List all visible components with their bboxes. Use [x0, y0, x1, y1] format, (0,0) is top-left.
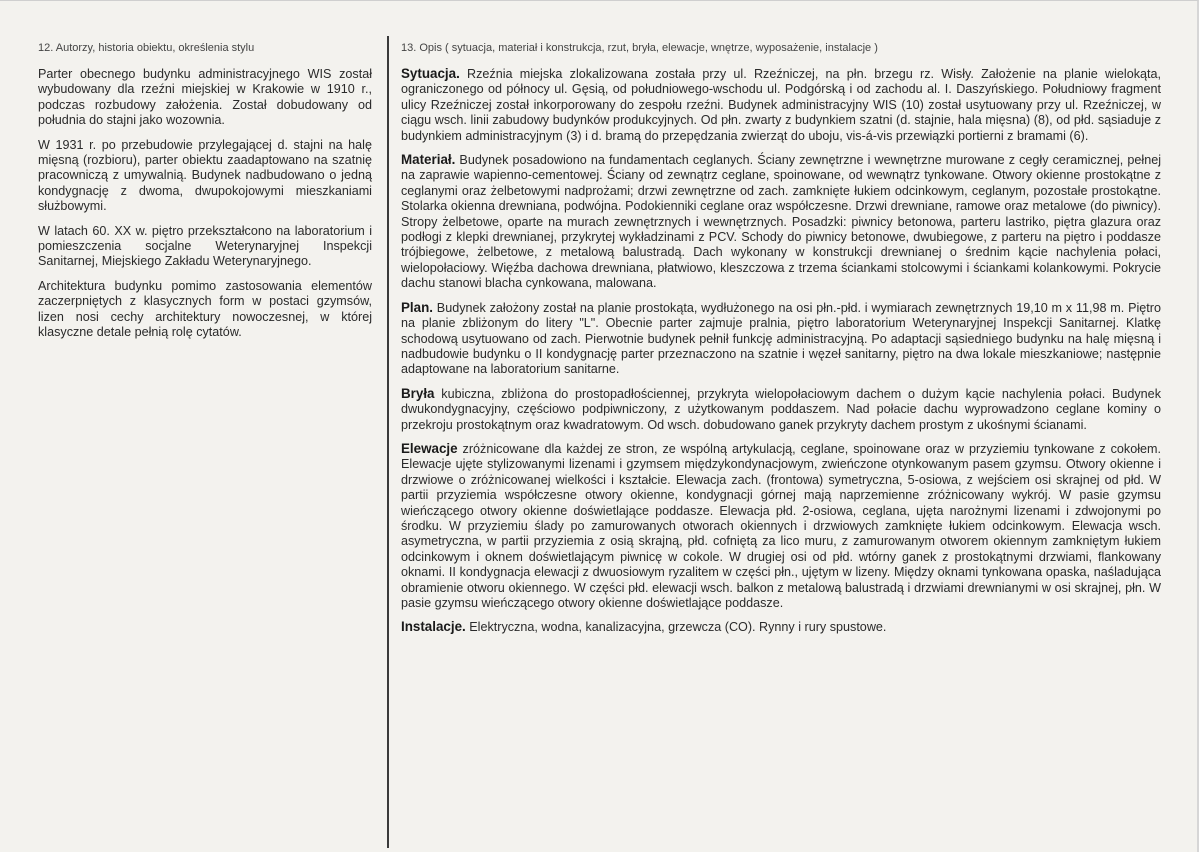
description-situation	[401, 66, 1161, 144]
form-text: kubiczna, zbliżona do prostopadłościennej, przykryta wielopołaciowym dachem o dużym kącie nachylenia połaci. Budynek dwukondygnacyjny, częściowo podpiwniczony, z użytkowanym poddaszem. Nad połacie dachu wyprowadzono ceglane kominy o przekroju prostokątnym oraz kwadratowym. Od wsch. dobudowano ganek przykryty dachem prostym z ukośnymi ścianami.	[401, 386, 1161, 432]
history-paragraph-2: W 1931 r. po przebudowie przylegającej d. stajni na halę mięsną (rozbioru), parter obiektu zaadaptowano na szatnię pracowniczą z umywalnią. Budynek nadbudowano o jedną kondygnację z dwoma, dwupokojowymi mieszkaniami służbowymi.	[38, 137, 372, 214]
history-paragraph-3: W latach 60. XX w. piętro przekształcono na laboratorium i pomieszczenia socjalne Weterynaryjnej Inspekcji Sanitarnej, Miejskiego Zakładu Weterynaryjnego.	[38, 223, 372, 269]
situation-lead: Sytuacja.	[401, 66, 460, 81]
plan-text: Budynek założony został na planie prostokąta, wydłużonego na osi płn.-płd. i wymiarach zewnętrznych 19,10 m x 11,98 m. Piętro na planie zbliżonym do litery "L". Obecnie parter zajmuje pralnia, piętro laboratorium Weterynaryjnej Inspekcji Sanitarnej. Klatkę schodową usytuowano od zach. Pierwotnie budynek pełnił funkcję administracyjną. Po adaptacji sąsiedniego budynku na halę mięsną i nadbudowie budynku o II kondygnację parter przeznaczono na szatnie i węzeł sanitarny, piętro na dwa lokale mieszkaniowe; następnie adaptowane na laboratorium sanitarne.	[401, 300, 1161, 377]
description-form	[401, 386, 1161, 433]
section-13-heading: 13. Opis ( sytuacja, materiał i konstrukcja, rzut, bryła, elewacje, wnętrze, wyposażenie, instalacje )	[401, 42, 878, 54]
column-divider	[387, 36, 389, 848]
right-column	[401, 41, 1161, 644]
material-lead: Materiał.	[401, 152, 456, 168]
description-material	[401, 152, 1161, 292]
description-plan	[401, 300, 1161, 378]
material-text: Budynek posadowiono na fundamentach ceglanych. Ściany zewnętrzne i wewnętrzne murowane z cegły ceramicznej, pełnej na zaprawie wapienno-cementowej. Ściany od zewnątrz ceglane, spoinowane, od wewnątrz tynkowane. Otwory okienne prostokątne z ceglanymi oraz żelbetowymi nadprożami; drzwi zewnętrzne od zach. zamknięte łukiem odcinkowym, ceglanym, pozostałe prostokątne. Stolarka okienna drewniana, podwójna. Podokienniki ceglane oraz współczesne. Drzwi drewniane, ramowe oraz metalowe (do piwnicy). Stropy żelbetowe, oparte na murach zewnętrznych i wewnętrznych. Posadzki: piwnicy betonowa, parteru lastriko, piętra glazura oraz podłogi z klepki drewnianej, przykrytej wykładzinami z PCV. Schody do piwnicy betonowe, dwubiegowe, z parteru na piętro i poddasze trójbiegowe, żelbetowe, z metalową balustradą. Dach wykonany w konstrukcji drewnianej o średnim kącie nachylenia połaci, wielopołaciowy. Więźba dachowa drewniana, płatwiowo, kleszczowa z trzema ściankami stolcowymi i ściankami kolankowymi. Pokrycie dachu stanowi blacha cynkowana, malowana.	[401, 153, 1161, 291]
description-elevations	[401, 441, 1161, 611]
elevations-text: zróżnicowane dla każdej ze stron, ze wspólną artykulacją, ceglane, spoinowane oraz w przyziemiu tynkowane z cokołem. Elewacje ujęte stylizowanymi lizenami i gzymsem międzykondynacjowym, zwieńczone otynkowanym pasem gzymsu. Otwory okienne i drzwiowe o zróżnicowanej wielkości i kształcie. Elewacja zach. (frontowa) symetryczna, 5-osiowa, z wejściem osi skrajnej od płd. W partii przyziemia współczesne otwory okienne, kondygnacji górnej mają naprzemienne zróżnicowany wykrój. W pasie gzymsu wieńczącego otwory okienne doświetlające poddasze. Elewacja płd. 2-osiowa, ceglana, ujęta narożnymi lizenami i zdwojonymi po środku. W przyziemiu ślady po zamurowanych otworach okiennych i drzwiowych zamknięte łukiem odcinkowym. Elewacja wsch. asymetryczna, w partii przyziemia z osią skrajną, płd. cofniętą za lico muru, z zamurowanym otworem okiennym zamkniętym łukiem odcinkowym i oknem doświetlającym piwnicę w cokole. W drugiej osi od płd. wtórny ganek z prostokątnymi drzwiami, flankowany oknami. II kondygnacja elewacji z dwuosiowym ryzalitem w części płn., ujętym w lizeny. Między oknami tynkowana opaska, naśladująca obramienie otworu okiennego. W części płd. elewacji wsch. balkon z metalową balustradą i drzwiami drewnianymi w osi skrajnej, płn. W pasie gzymsu wieńczącego otwory okienne doświetlające poddasze.	[401, 441, 1161, 610]
history-paragraph-4: Architektura budynku pomimo zastosowania elementów zaczerpniętych z klasycznych form w postaci gzymsów, lizen nosi cechy architektury nowoczesnej, w której klasyczne detale pełnią rolę cytatów.	[38, 278, 372, 340]
history-paragraph-1: Parter obecnego budynku administracyjnego WIS został wybudowany dla rzeźni miejskiej w Krakowie w 1910 r., podczas rozbudowy założenia. Został dobudowany od południa do stajni jako wozownia.	[38, 67, 372, 128]
situation-text: Rzeźnia miejska zlokalizowana została przy ul. Rzeźniczej, na płn. brzegu rz. Wisły. Założenie na planie wielokąta, ograniczonego od północy ul. Gęsią, od południowego-wschodu ul. Podgórską i od zachodu al. I. Daszyńskiego. Południowy fragment ulicy Rzeźniczej został inkorporowany do zespołu rzeźni. Budynek administracyjny WIS (10) został usytuowany przy ul. Rzeźniczej, w ciągu wsch. linii zabudowy budynków produkcyjnych. Od płn. zwarty z budynkiem szatni (d. stajnie, hala mięsna) (8), od płd. sąsiaduje z budynkiem administracyjnym (3) i d. bramą do przepędzania zwierząt do uboju, vis-á-vis przewiązki portierni z bramami (6).	[401, 67, 1161, 143]
installations-lead: Instalacje.	[401, 619, 466, 635]
description-installations	[401, 619, 1161, 635]
section-12-heading: 12. Autorzy, historia obiektu, określenia stylu	[38, 42, 255, 54]
plan-lead: Plan.	[401, 299, 433, 315]
left-column	[38, 41, 372, 350]
elevations-lead: Elewacje	[401, 440, 458, 456]
installations-text: Elektryczna, wodna, kanalizacyjna, grzewcza (CO). Rynny i rury spustowe.	[465, 620, 887, 635]
form-lead: Bryła	[401, 385, 435, 401]
